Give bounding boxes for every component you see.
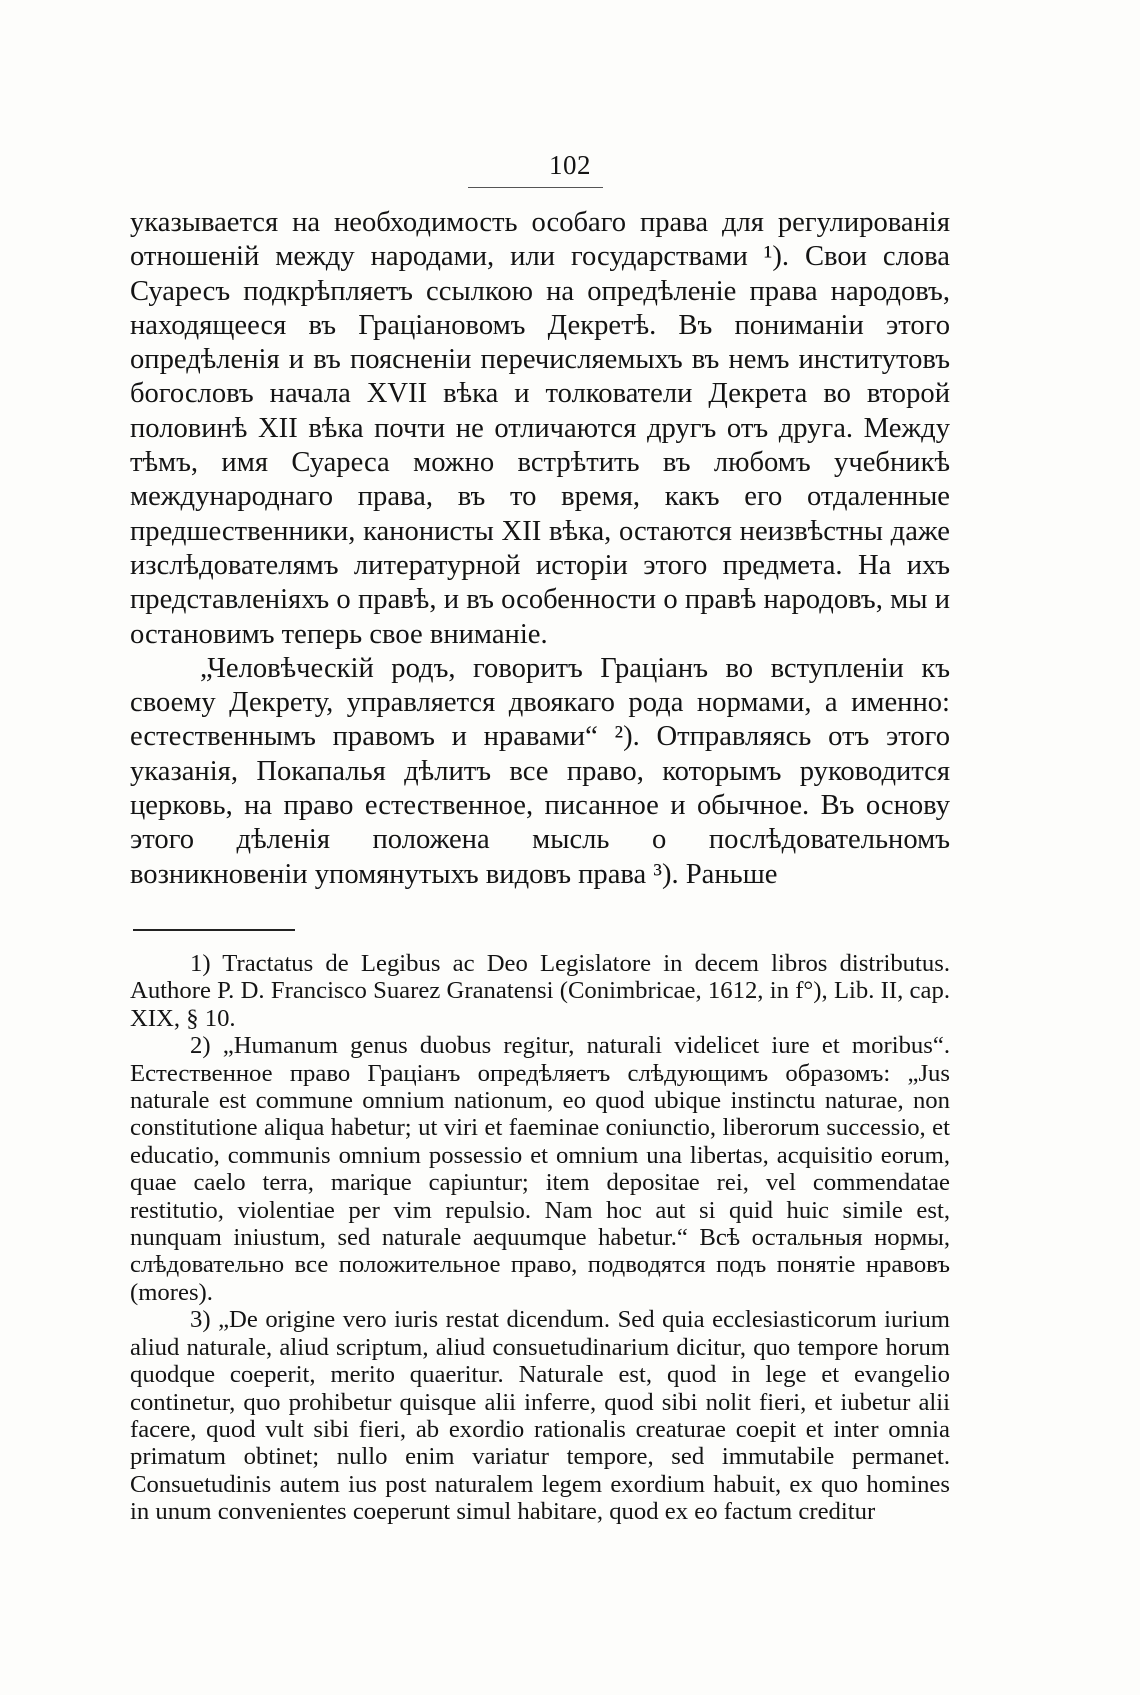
paragraph: „Человѣческій родъ, говоритъ Граціанъ во вступленіи къ своему Декрету, управляется двоякаго рода нормами, а именно: естественнымъ правомъ и нравами“ ²). Отправляясь отъ этого указанія, Покапалья дѣлитъ все право, которымъ руководится церковь, на право естественное, писанное и обычное. Въ основу этого дѣленія положена мысль о послѣдовательномъ возникновеніи упомянутыхъ видовъ права ³). Раньше	[130, 652, 950, 890]
footnote: 1) Tractatus de Legibus ac Deo Legislatore in decem libros distributus. Authore P. D. Francisco Suarez Granatensi (Conimbricae, 1612, in f°), Lib. II, cap. XIX, § 10.	[130, 950, 950, 1032]
paragraph: указывается на необходимость особаго права для регулированія отношеній между народами, или государствами ¹). Свои слова Суаресъ подкрѣпляетъ ссылкою на опредѣленіе права народовъ, находящееся въ Граціановомъ Декретѣ. Въ пониманіи этого опредѣленія и въ поясненіи перечисляемыхъ въ немъ институтовъ богословъ начала XVII вѣка и толкователи Декрета во второй половинѣ XII вѣка почти не отличаются другъ отъ друга. Между тѣмъ, имя Суареса можно встрѣтить въ любомъ учебникѣ международнаго права, въ то время, какъ его отдаленные предшественники, канонисты XII вѣка, остаются неизвѣстны даже изслѣдователямъ литературной исторіи этого предмета. На ихъ представленіяхъ о правѣ, и въ особенности о правѣ народовъ, мы и остановимъ теперь свое вниманіе.	[130, 207, 950, 650]
footnote: 2) „Humanum genus duobus regitur, naturali videlicet iure et moribus“. Естественное право Граціанъ опредѣляетъ слѣдующимъ образомъ: „Jus naturale est commune omnium nationum, eo quod ubique instinctu naturae, non constitutione aliqua habetur; ut viri et faeminae coniunctio, liberorum successio, et educatio, communis omnium possessio et omnium una libertas, acquisitio eorum, quae caelo terra, marique capiuntur; item depositae rei, vel commendatae restitutio, violentiae per vim repulsio. Nam hoc aut si quid huic simile est, nunquam iniustum, sed naturale aequumque habetur.“ Всѣ остальныя нормы, слѣдовательно все положительное право, подводятся подъ понятіе нравовъ (mores).	[130, 1032, 950, 1306]
footnote-rule	[133, 929, 295, 931]
page-number: 102	[549, 150, 591, 180]
footnote: 3) „De origine vero iuris restat dicendum. Sed quia ecclesiasticorum iurium aliud naturale, aliud scriptum, aliud consuetudinarium dicitur, quo tempore horum quodque coeperit, merito quaeritur. Naturale est, quod in lege et evangelio continetur, quo prohibetur quisque alii inferre, quod sibi nolit fieri, et iubetur alii facere, quod vult sibi fieri, ab exordio rationalis creaturae coepit et inter omnia primatum obtinet; nullo enim variatur tempore, sed immutabile permanet. Consuetudinis autem ius post naturalem legem exordium habuit, ex quo homines in unum convenientes coeperunt simul habitare, quod ex eo factum creditur	[130, 1306, 950, 1526]
main-text	[130, 206, 950, 892]
footnotes	[130, 950, 950, 1526]
header-rule	[468, 187, 603, 188]
